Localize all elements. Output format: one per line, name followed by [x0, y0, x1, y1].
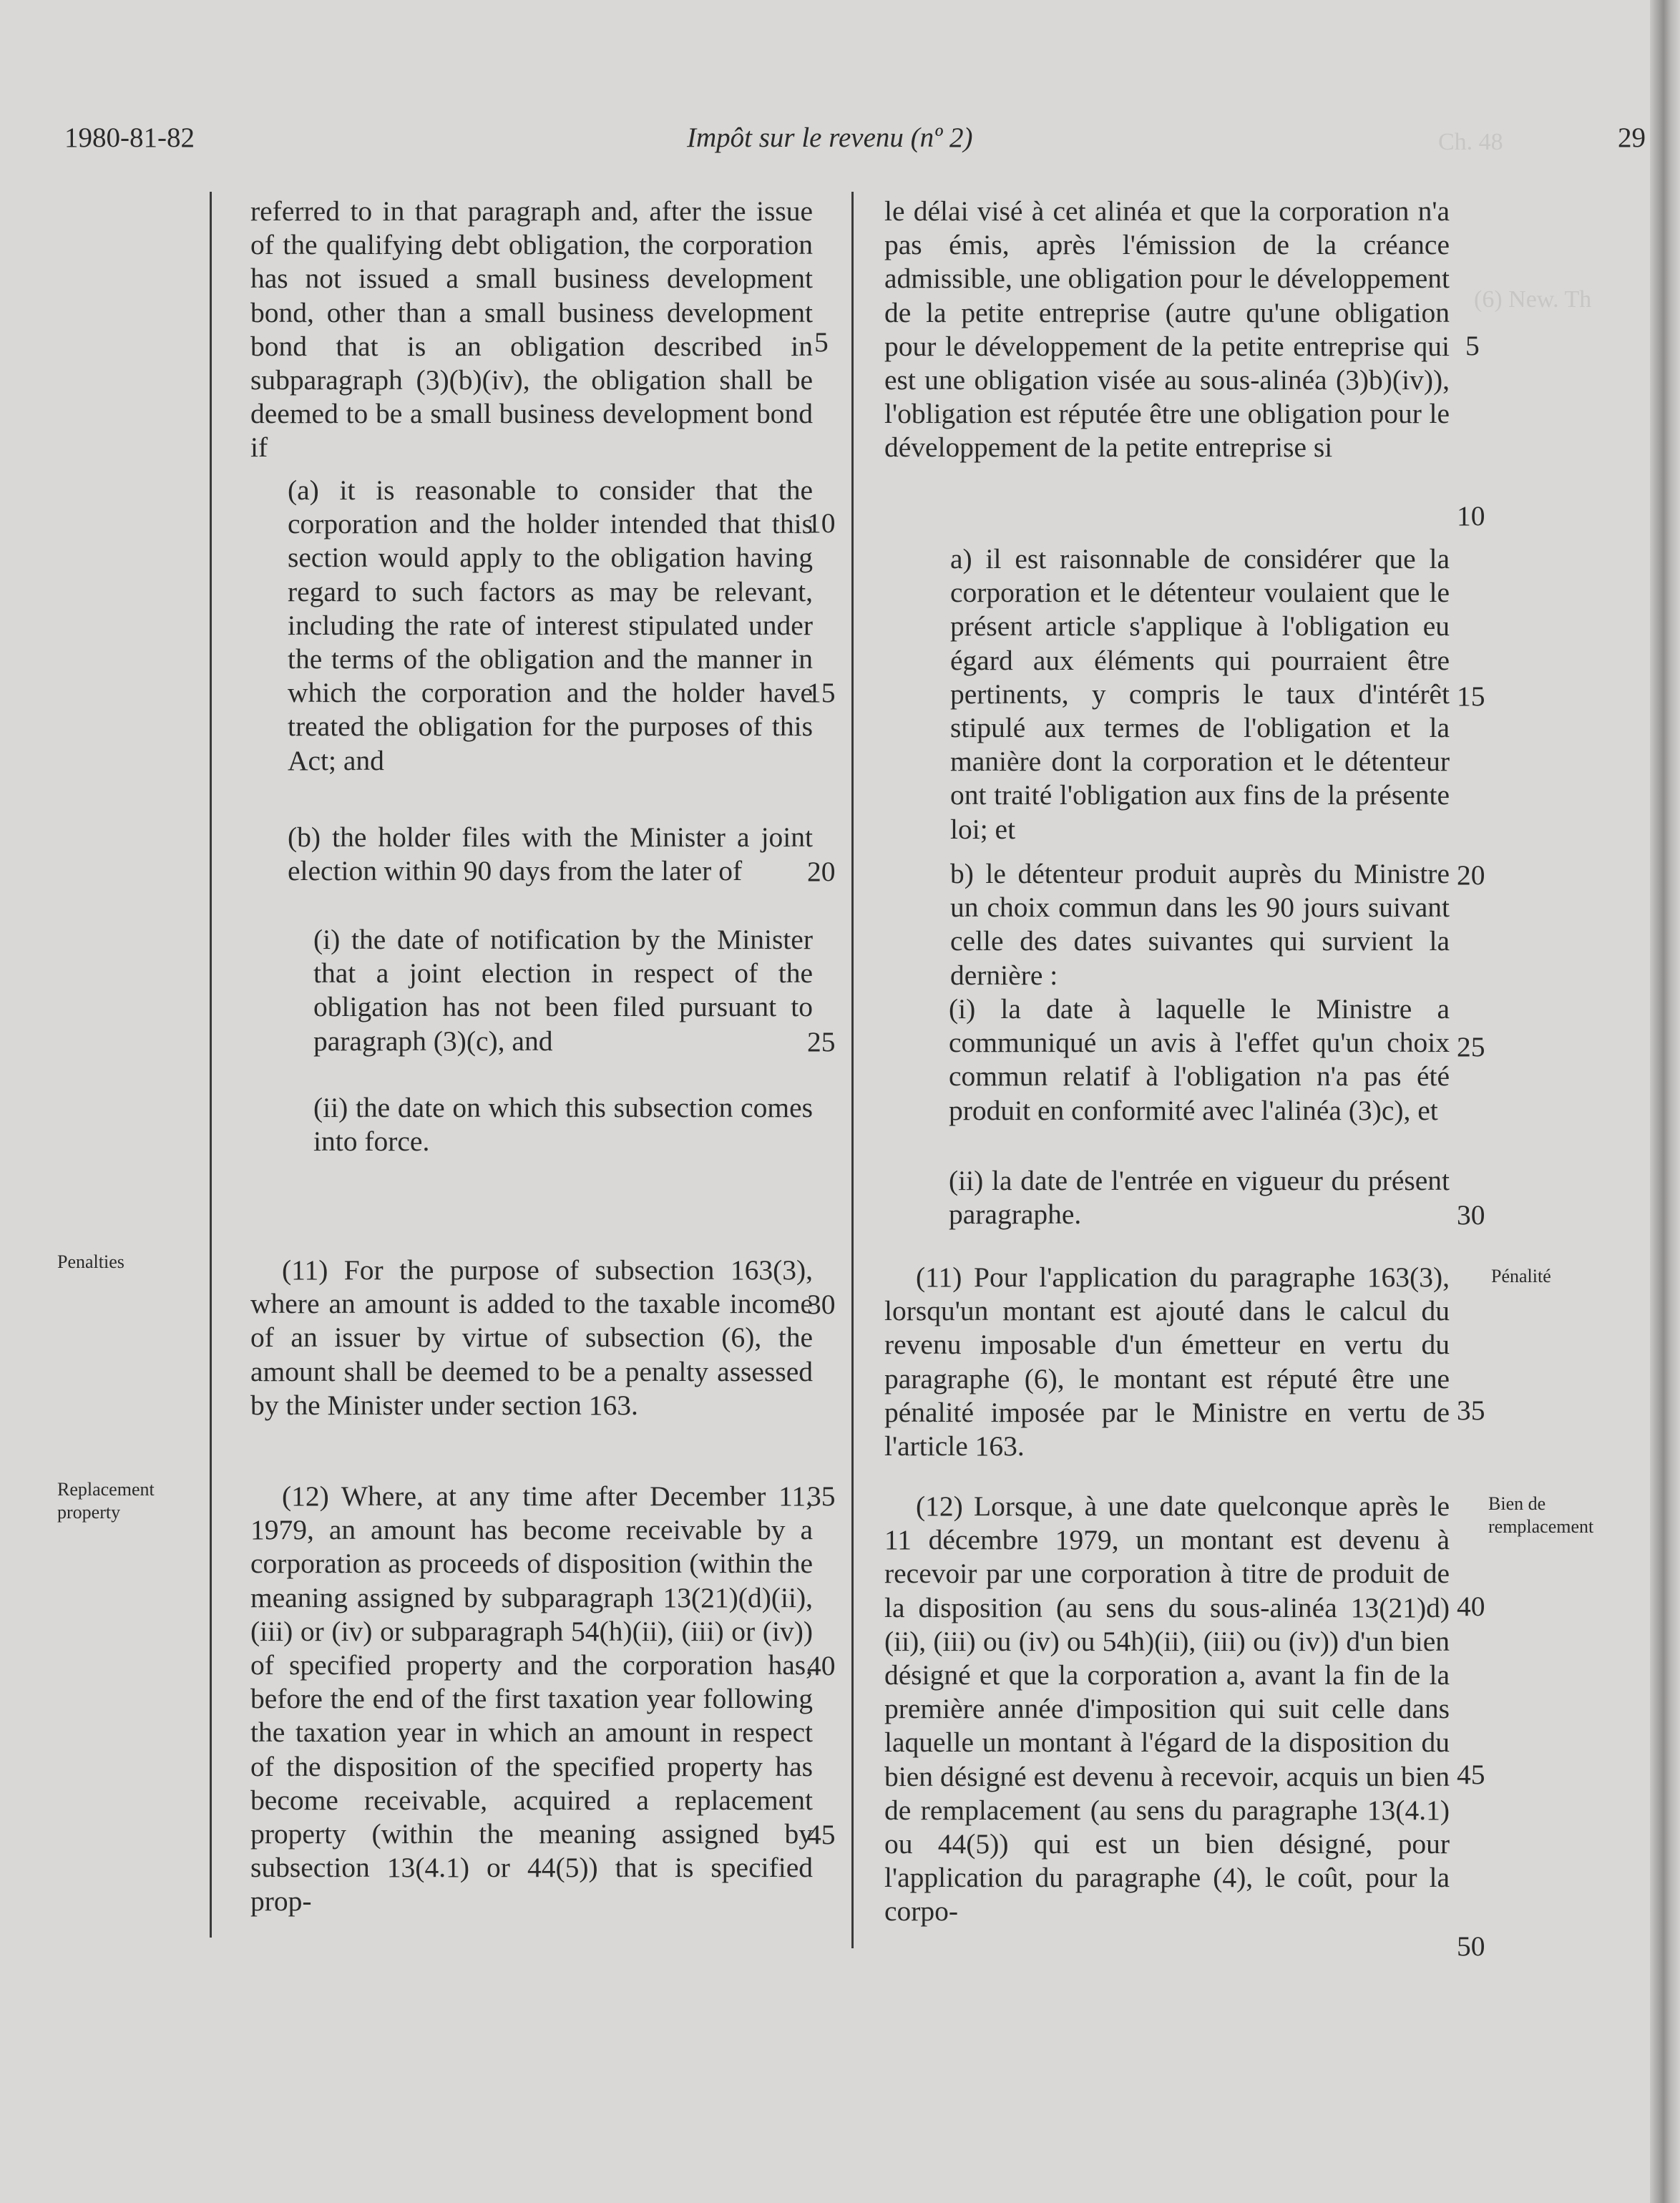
english-subclause-ii: (ii) the date on which this subsection comes into force. [313, 1092, 813, 1158]
line-number: 25 [1457, 1031, 1485, 1063]
line-number: 50 [1457, 1930, 1485, 1962]
margin-note-penalite: Pénalité [1491, 1266, 1551, 1286]
french-paragraph-intro: le délai visé à cet alinéa et que la corporation n'a pas émis, après l'émission de la créance admissible, une obligation pour le développement de la petite entreprise (autre qu'une obligation pour le développement de la petite entreprise qui est une obligation visée au sous-alinéa (3)b)(iv)), l'obligation est réputée être une obligation pour le développement de la petite entreprise si [884, 195, 1450, 464]
english-paragraph-intro: referred to in that paragraph and, after the issue of the qualifying debt obligation, the corporation has not issued a small business development bond, other than a small business development bond that is an obligation described in subparagraph (3)(b)(iv), the obligation shall be deemed to be a small business development bond if [250, 195, 813, 464]
english-clause-b: (b) the holder files with the Minister a joint election within 90 days from the later of [288, 821, 813, 887]
french-clause-a: a) il est raisonnable de considérer que la corporation et le détenteur voulaient que le présent article s'applique à l'obligation eu égard aux éléments qui pourraient être pertinents, y compris le taux d'intérêt stipulé aux termes de l'obligation et la manière dont la corporation et le détenteur ont traité l'obligation aux fins de la présente loi; et [950, 543, 1450, 845]
line-number: 15 [1457, 680, 1485, 712]
french-subclause-i: (i) la date à laquelle le Ministre a communiqué un avis à l'effet qu'un choix commun relatif à l'obligation n'a pas été produit en conformité avec l'alinéa (3)c), et [949, 993, 1450, 1126]
line-number: 20 [1457, 859, 1485, 891]
french-subsection-11: (11) Pour l'application du paragraphe 163(3), lorsqu'un montant est ajouté dans le calcul du revenu imposable d'un émetteur en vertu du paragraphe (6), le montant est réputé être une pénalité imposée par le Ministre en vertu de l'article 163. [884, 1261, 1450, 1462]
header-year: 1980-81-82 [64, 122, 195, 153]
line-number: 30 [1457, 1199, 1485, 1231]
french-subclause-ii: (ii) la date de l'entrée en vigueur du présent paragraphe. [949, 1165, 1450, 1231]
line-number: 10 [1457, 500, 1485, 532]
english-subsection-12: (12) Where, at any time after December 11, 1979, an amount has become receivable by a corporation as proceeds of disposition (within the meaning assigned by subparagraph 13(21)(d)(ii), (iii) or (iv) or subparagraph 54(h)(ii), (iii) or (iv)) of specified property and the corporation has, before the end of the first taxation year following the taxation year in which an amount in respect of the disposition of the specified property has become receivable, acquired a replacement property (within the meaning assigned by subsection 13(4.1) or 44(5)) that is specified prop- [250, 1480, 813, 1918]
margin-note-penalties: Penalties [57, 1251, 124, 1272]
line-number: 40 [807, 1650, 836, 1681]
line-number: 15 [807, 677, 836, 708]
line-number: 45 [807, 1819, 836, 1850]
bleed-through-text: Ch. 48 [1438, 129, 1503, 155]
english-subclause-i: (i) the date of notification by the Minister that a joint election in respect of the obligation has not been filed pursuant to paragraph (3)(c), and [313, 924, 813, 1057]
line-number: 30 [807, 1289, 836, 1320]
center-column-rule [851, 192, 854, 1948]
bleed-through-text: (6) New. Th [1474, 286, 1592, 313]
line-number: 5 [814, 326, 829, 358]
line-number: 40 [1457, 1591, 1485, 1622]
line-number: 45 [1457, 1759, 1485, 1790]
line-number: 25 [807, 1026, 836, 1057]
line-number: 5 [1465, 330, 1480, 361]
page-number: 29 [1618, 122, 1646, 153]
margin-note-bien-de-remplacement: Bien de remplacement [1488, 1493, 1594, 1537]
french-subsection-12: (12) Lorsque, à une date quelconque après le 11 décembre 1979, un montant est devenu à recevoir par une corporation à titre de produit de la disposition (au sens du sous-alinéa 13(21)d)(ii), (iii) ou (iv) ou 54h)(ii), (iii) ou (iv)) d'un bien désigné et que la corporation a, avant la fin de la première année d'imposition qui suit celle dans laquelle un montant à l'égard de la disposition du bien désigné est devenu à recevoir, acquis un bien de remplacement (au sens du paragraphe 13(4.1) ou 44(5)) qui est un bien désigné, pour l'application du paragraphe (4), le coût, pour la corpo- [884, 1490, 1450, 1928]
margin-note-replacement-property: Replacement property [57, 1479, 155, 1523]
line-number: 10 [807, 507, 836, 539]
page-edge-shadow [1650, 0, 1680, 2203]
english-clause-a: (a) it is reasonable to consider that the corporation and the holder intended that this section would apply to the obligation having regard to such factors as may be relevant, including the rate of interest stipulated under the terms of the obligation and the manner in which the corporation and the holder have treated the obligation for the purposes of this Act; and [288, 474, 813, 776]
header-title: Impôt sur le revenu (nº 2) [687, 122, 973, 153]
left-column-rule [210, 192, 212, 1938]
line-number: 35 [1457, 1394, 1485, 1426]
line-number: 35 [807, 1480, 836, 1512]
line-number: 20 [807, 856, 836, 887]
english-subsection-11: (11) For the purpose of subsection 163(3), where an amount is added to the taxable income of an issuer by virtue of subsection (6), the amount shall be deemed to be a penalty assessed by the Minister under section 163. [250, 1254, 813, 1421]
french-clause-b: b) le détenteur produit auprès du Ministre un choix commun dans les 90 jours suivant celle des dates suivantes qui survient la dernière : [950, 858, 1450, 991]
